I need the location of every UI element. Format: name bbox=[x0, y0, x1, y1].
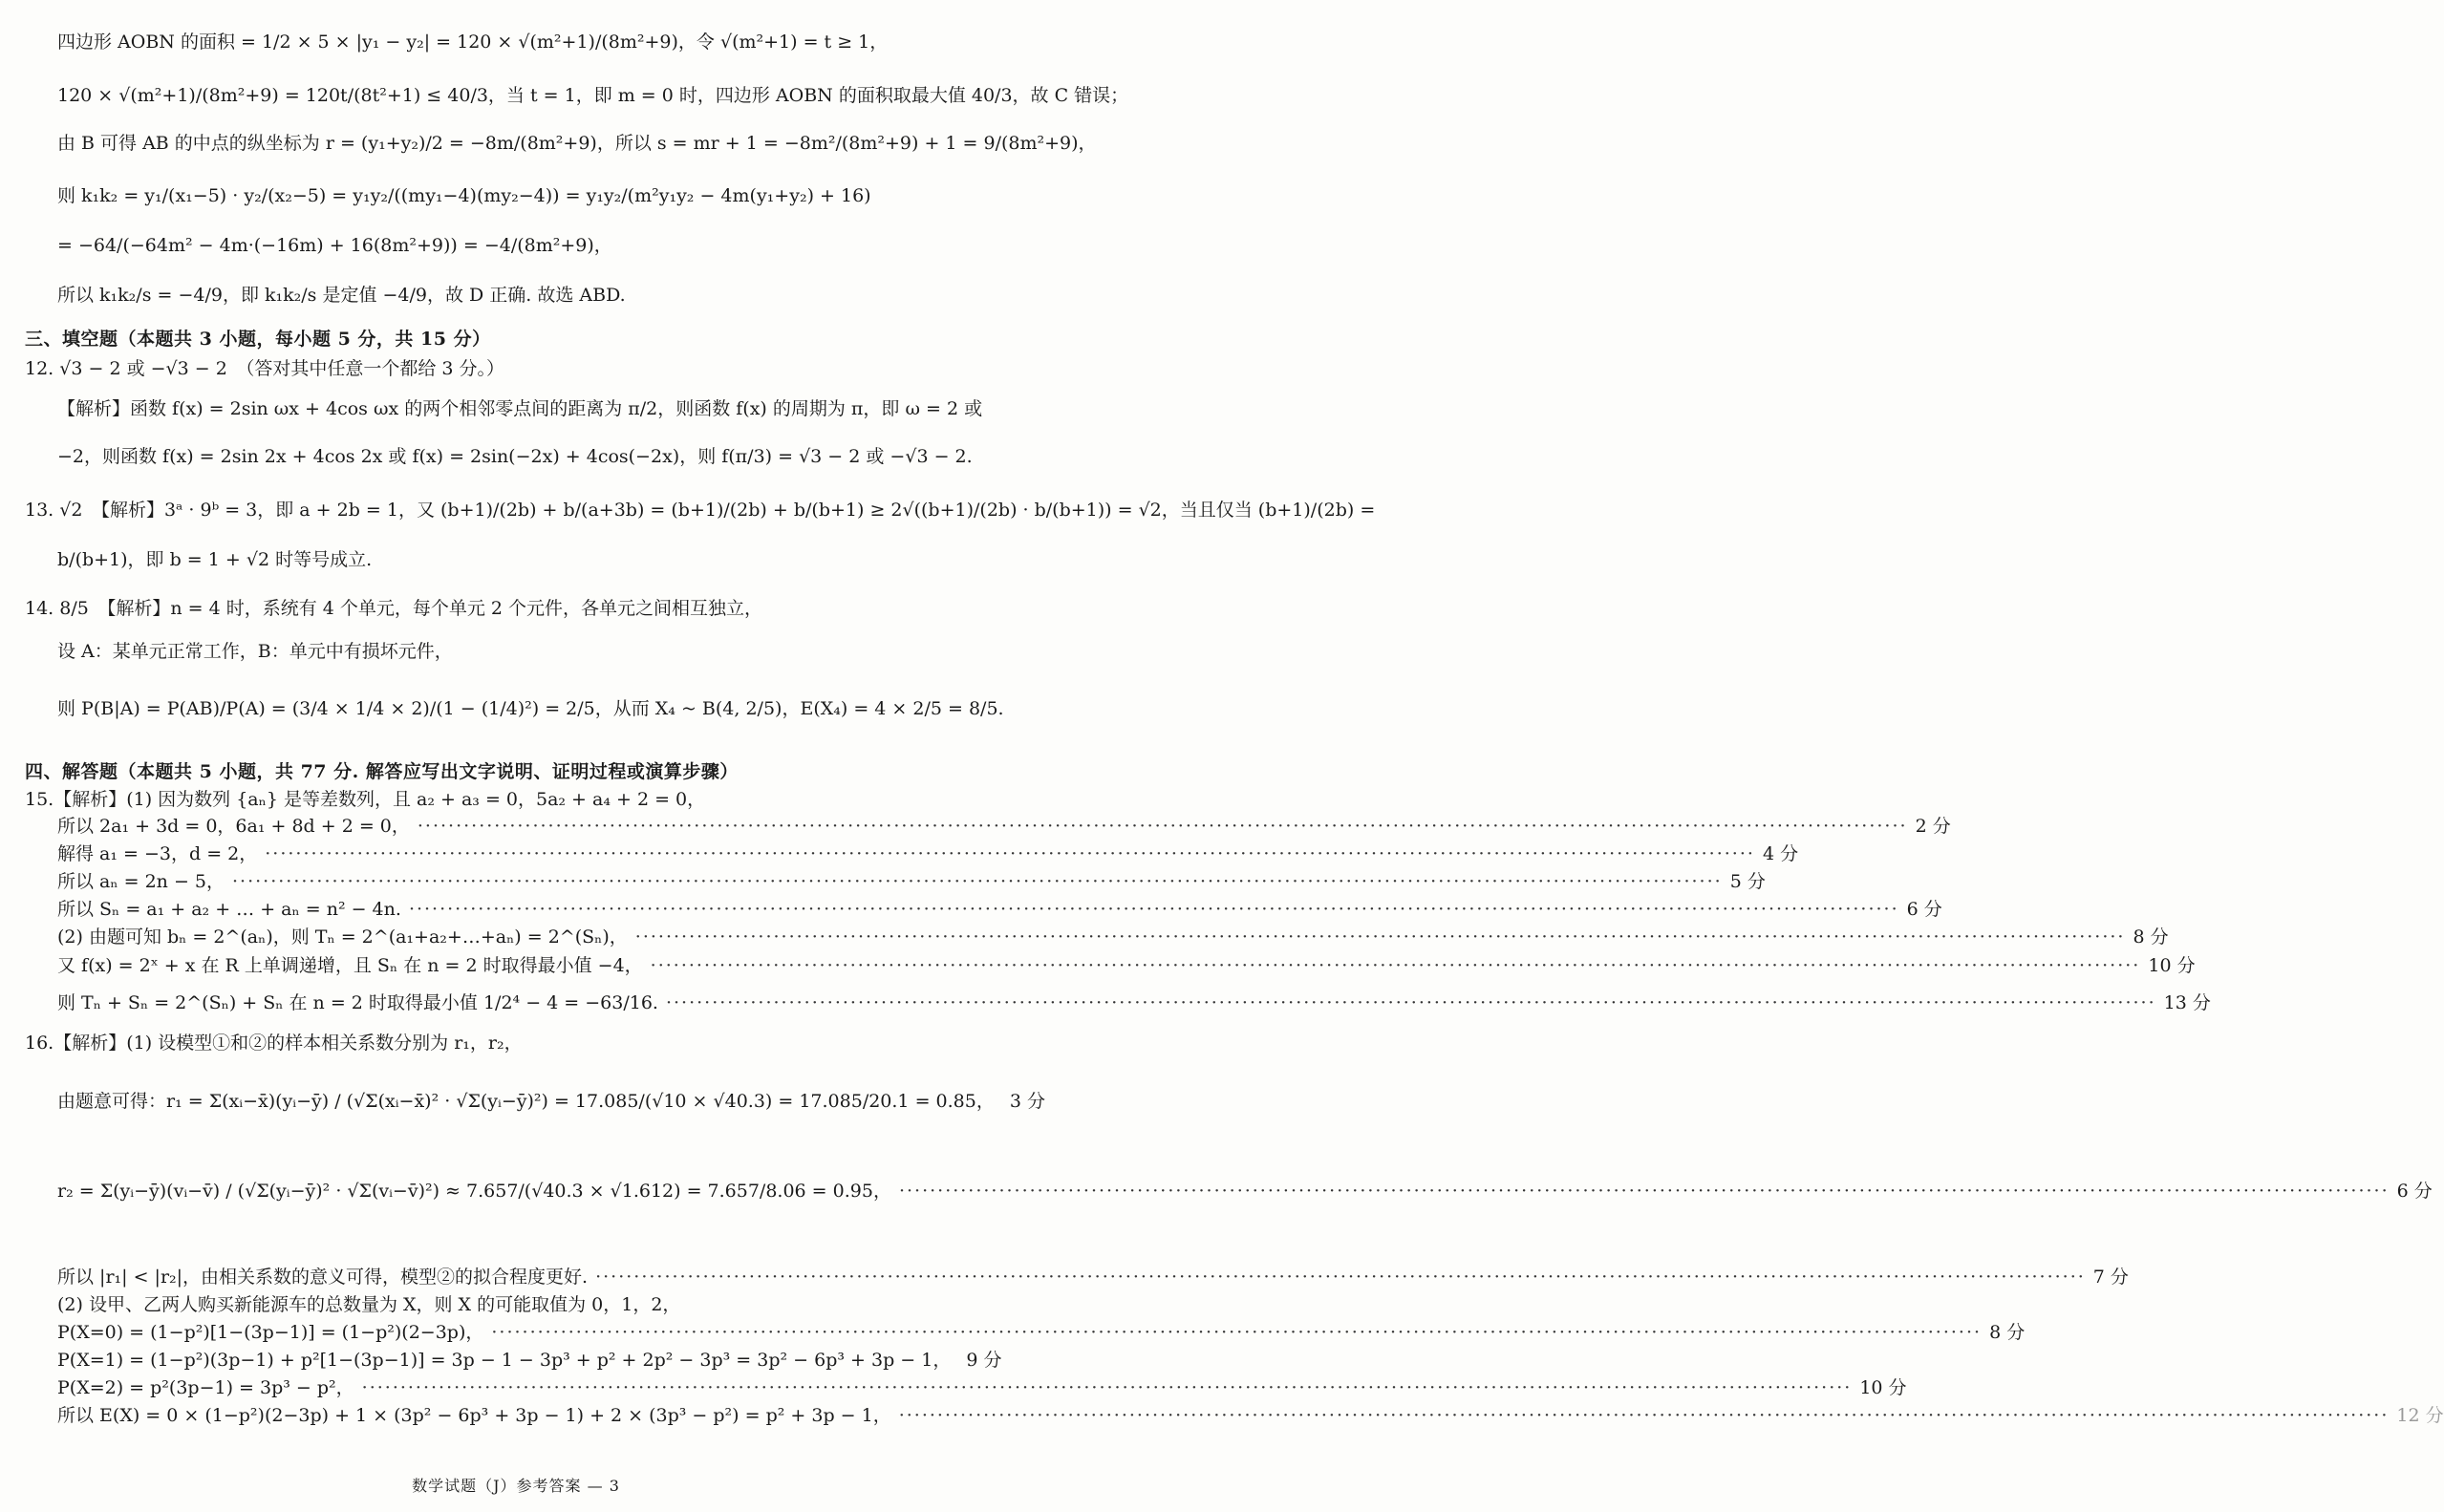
text-line: 120 × √(m²+1)/(8m²+9) = 120t/(8t²+1) ≤ 40/3，当 t = 1，即 m = 0 时，四边形 AOBN 的面积取最大值 40/3，故 C 错误； bbox=[57, 85, 1129, 106]
solution-step bbox=[57, 1349, 1002, 1374]
text-line: (2) 设甲、乙两人购买新能源车的总数量为 X，则 X 的可能取值为 0，1，2， bbox=[57, 1294, 681, 1315]
leader-dots bbox=[232, 870, 1723, 895]
section-heading-solutions: 四、解答题（本题共 5 小题，共 77 分. 解答应写出文字说明、证明过程或演算步骤） bbox=[25, 761, 739, 782]
step-text: 又 f(x) = 2ˣ + x 在 R 上单调递增，且 Sₙ 在 n = 2 时取得最小值 −4， bbox=[57, 955, 643, 976]
text-line: 则 P(B|A) = P(AB)/P(A) = (3/4 × 1/4 × 2)/(1 − (1/4)²) = 2/5，从而 X₄ ~ B(4, 2/5)，E(X₄) = 4 × 2/5 = 8/5. bbox=[57, 698, 1004, 719]
leader-dots bbox=[635, 926, 2126, 950]
text-line: 设 A：某单元正常工作，B：单元中有损坏元件， bbox=[57, 641, 453, 662]
question-16-heading: 16.【解析】(1) 设模型①和②的样本相关系数分别为 r₁，r₂， bbox=[25, 1033, 523, 1054]
step-text: 所以 E(X) = 0 × (1−p²)(2−3p) + 1 × (3p² − 6p³ + 3p − 1) + 2 × (3p³ − p²) = p² + 3p − 1， bbox=[57, 1405, 891, 1426]
step-score: 2 分 bbox=[1915, 816, 1951, 837]
text-line: 由 B 可得 AB 的中点的纵坐标为 r = (y₁+y₂)/2 = −8m/(8m²+9)，所以 s = mr + 1 = −8m²/(8m²+9) + 1 = 9/(8m²+9)， bbox=[57, 133, 1097, 154]
step-score: 7 分 bbox=[2092, 1267, 2129, 1288]
solution-step bbox=[57, 991, 2211, 1016]
step-score: 6 分 bbox=[2396, 1181, 2433, 1202]
page-footer: 数学试题（J）参考答案 — 3 bbox=[412, 1477, 620, 1495]
solution-step bbox=[57, 1321, 2026, 1346]
step-score: 12 分 bbox=[2396, 1405, 2444, 1426]
step-text: P(X=2) = p²(3p−1) = 3p³ − p²， bbox=[57, 1377, 354, 1398]
step-text: 所以 Sₙ = a₁ + a₂ + … + aₙ = n² − 4n. bbox=[57, 899, 401, 920]
leader-dots bbox=[899, 1404, 2390, 1429]
step-text: 所以 aₙ = 2n − 5， bbox=[57, 871, 225, 892]
solution-step bbox=[57, 954, 2196, 979]
step-text: r₂ = Σ(yᵢ−ȳ)(vᵢ−v̄) / (√Σ(yᵢ−ȳ)² · √Σ(vᵢ−v̄)²) ≈ 7.657/(√40.3 × √1.612) = 7.657/8.06 = 0.95， bbox=[57, 1181, 891, 1202]
section-heading-fill-in: 三、填空题（本题共 3 小题，每小题 5 分，共 15 分） bbox=[25, 329, 491, 350]
text-line: −2，则函数 f(x) = 2sin 2x + 4cos 2x 或 f(x) = 2sin(−2x) + 4cos(−2x)，则 f(π/3) = √3 − 2 或 −√3 − 2. bbox=[57, 446, 973, 467]
solution-step bbox=[57, 1180, 2433, 1204]
solution-step bbox=[57, 926, 2169, 950]
leader-dots bbox=[899, 1180, 2390, 1204]
step-score: 8 分 bbox=[2133, 926, 2169, 948]
solution-step bbox=[57, 1266, 2129, 1290]
step-score: 4 分 bbox=[1762, 843, 1799, 864]
leader-dots bbox=[409, 898, 1899, 923]
step-text: 所以 |r₁| < |r₂|，由相关系数的意义可得，模型②的拟合程度更好. bbox=[57, 1267, 589, 1288]
solution-step bbox=[57, 815, 1951, 840]
step-score: 6 分 bbox=[1906, 899, 1942, 920]
leader-dots bbox=[651, 954, 2141, 979]
solution-step bbox=[57, 870, 1766, 895]
leader-dots bbox=[362, 1376, 1853, 1401]
step-text: (2) 由题可知 bₙ = 2^(aₙ)，则 Tₙ = 2^(a₁+a₂+…+aₙ) = 2^(Sₙ)， bbox=[57, 926, 628, 948]
solution-step bbox=[57, 898, 1942, 923]
text-line: = −64/(−64m² − 4m·(−16m) + 16(8m²+9)) = −4/(8m²+9)， bbox=[57, 235, 612, 256]
solution-step bbox=[57, 1090, 1045, 1115]
step-text: 所以 2a₁ + 3d = 0，6a₁ + 8d + 2 = 0， bbox=[57, 816, 410, 837]
question-14-answer: 14. 8/5 【解析】n = 4 时，系统有 4 个单元，每个单元 2 个元件，各单元之间相互独立， bbox=[25, 598, 763, 619]
step-score: 13 分 bbox=[2163, 992, 2211, 1013]
step-score: 10 分 bbox=[2148, 955, 2196, 976]
leader-dots bbox=[491, 1321, 1982, 1346]
step-text: P(X=0) = (1−p²)[1−(3p−1)] = (1−p²)(2−3p)， bbox=[57, 1322, 484, 1343]
solution-step bbox=[57, 1404, 2444, 1429]
step-score: 3 分 bbox=[1009, 1091, 1045, 1112]
step-score: 10 分 bbox=[1859, 1377, 1907, 1398]
question-15-heading: 15.【解析】(1) 因为数列 {aₙ} 是等差数列，且 a₂ + a₃ = 0，5a₂ + a₄ + 2 = 0， bbox=[25, 789, 706, 810]
solution-step bbox=[57, 1376, 1907, 1401]
step-text: P(X=1) = (1−p²)(3p−1) + p²[1−(3p−1)] = 3p − 1 − 3p³ + p² + 2p² − 3p³ = 3p² − 6p³ + 3p − 1， bbox=[57, 1350, 952, 1371]
text-line: 则 k₁k₂ = y₁/(x₁−5) · y₂/(x₂−5) = y₁y₂/((my₁−4)(my₂−4)) = y₁y₂/(m²y₁y₂ − 4m(y₁+y₂) + 16) bbox=[57, 185, 871, 206]
text-line: b/(b+1)，即 b = 1 + √2 时等号成立. bbox=[57, 549, 373, 570]
step-text: 由题意可得：r₁ = Σ(xᵢ−x̄)(yᵢ−ȳ) / (√Σ(xᵢ−x̄)² · √Σ(yᵢ−ȳ)²) = 17.085/(√10 × √40.3) = 17.085/20.1 = 0.85， bbox=[57, 1091, 995, 1112]
text-line: 四边形 AOBN 的面积 = 1/2 × 5 × |y₁ − y₂| = 120 × √(m²+1)/(8m²+9)，令 √(m²+1) = t ≥ 1， bbox=[57, 32, 889, 53]
question-13-answer: 13. √2 【解析】3ᵃ · 9ᵇ = 3，即 a + 2b = 1，又 (b+1)/(2b) + b/(a+3b) = (b+1)/(2b) + b/(b+1) ≥ 2√((b+1)/(2b) · b/(b+1)) = √2，当且仅当 (b+1)/(2b) = bbox=[25, 500, 1376, 521]
question-12-answer: 12. √3 − 2 或 −√3 − 2 （答对其中任意一个都给 3 分。） bbox=[25, 358, 504, 379]
step-text: 解得 a₁ = −3，d = 2， bbox=[57, 843, 258, 864]
leader-dots bbox=[265, 842, 1755, 867]
step-score: 5 分 bbox=[1729, 871, 1766, 892]
text-line: 所以 k₁k₂/s = −4/9，即 k₁k₂/s 是定值 −4/9，故 D 正确. 故选 ABD. bbox=[57, 285, 626, 306]
text-line: 【解析】函数 f(x) = 2sin ωx + 4cos ωx 的两个相邻零点间的距离为 π/2，则函数 f(x) 的周期为 π，即 ω = 2 或 bbox=[57, 398, 983, 419]
step-score: 9 分 bbox=[966, 1350, 1002, 1371]
leader-dots bbox=[595, 1266, 2086, 1290]
leader-dots bbox=[418, 815, 1908, 840]
solution-step bbox=[57, 842, 1799, 867]
leader-dots bbox=[666, 991, 2156, 1016]
step-text: 则 Tₙ + Sₙ = 2^(Sₙ) + Sₙ 在 n = 2 时取得最小值 1/2⁴ − 4 = −63/16. bbox=[57, 992, 658, 1013]
step-score: 8 分 bbox=[1989, 1322, 2026, 1343]
